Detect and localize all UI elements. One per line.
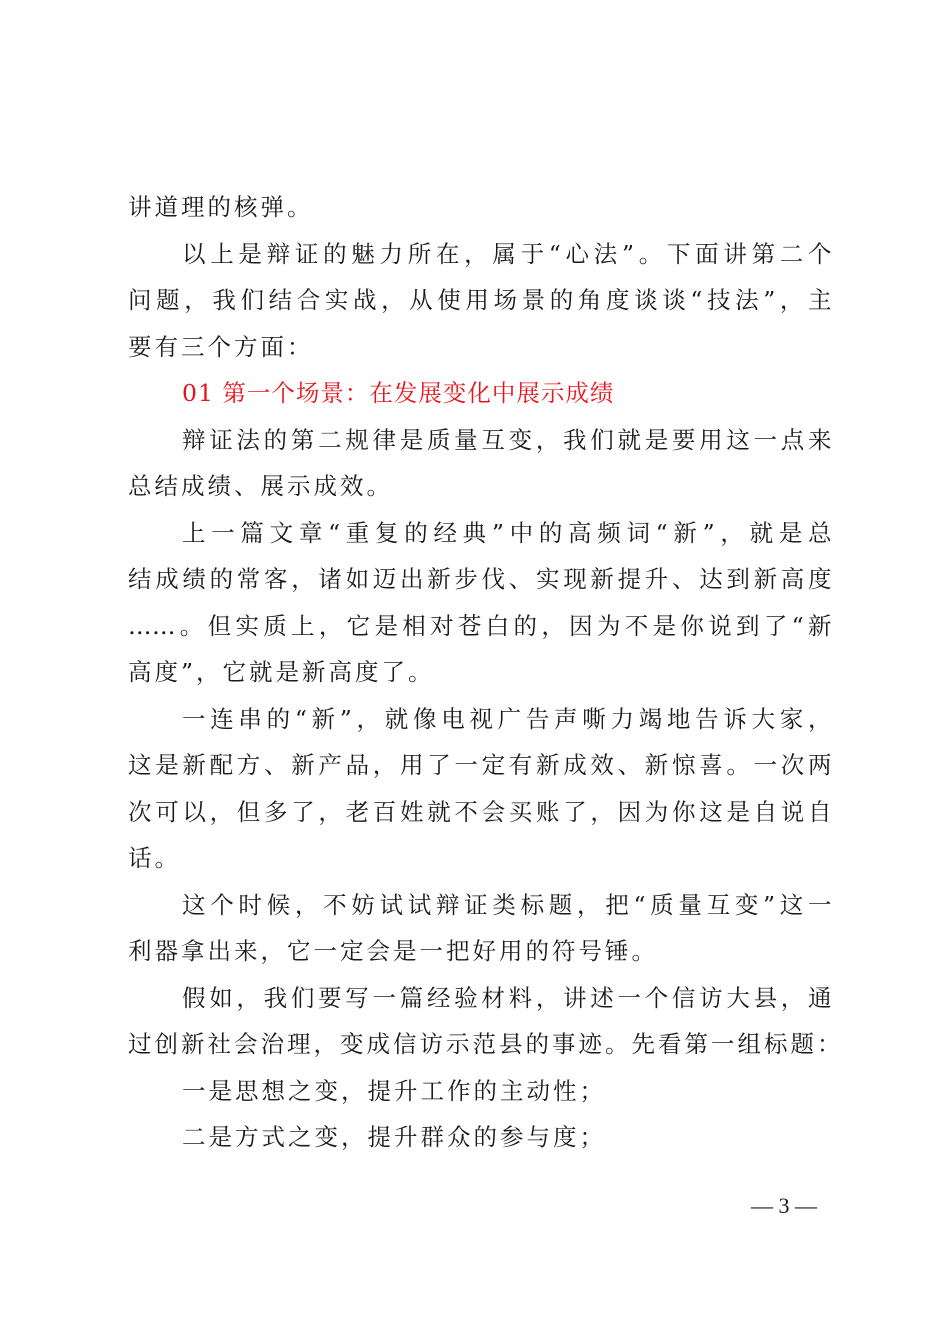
paragraph-line: 话。 (128, 844, 181, 872)
paragraph-line: 一连串的“新”，就像电视广告声嘶力竭地告诉大家， (182, 704, 832, 733)
paragraph-line: 结成绩的常客，诸如迈出新步伐、实现新提升、达到新高度 (128, 565, 832, 593)
paragraph-line: 上一篇文章“重复的经典”中的高频词“新”，就是总 (182, 518, 832, 547)
page-number: — 3 — (751, 1193, 817, 1218)
paragraph-line: 这是新配方、新产品，用了一定有新成效、新惊喜。一次两 (128, 751, 832, 779)
section-heading: 01 第一个场景：在发展变化中展示成绩 (182, 379, 615, 407)
paragraph-line: 这个时候，不妨试试辩证类标题，把“质量互变”这一 (182, 890, 832, 919)
paragraph-line: 过创新社会治理，变成信访示范县的事迹。先看第一组标题： (128, 1030, 844, 1058)
body-text (128, 184, 844, 1161)
paragraph-line: 高度”，它就是新高度了。 (128, 658, 435, 686)
paragraph-line: 辩证法的第二规律是质量互变，我们就是要用这一点来 (182, 425, 832, 454)
paragraph-line: 利器拿出来，它一定会是一把好用的符号锤。 (128, 937, 658, 965)
paragraph-line: 总结成绩、展示成效。 (128, 472, 393, 500)
paragraph-line: 次可以，但多了，老百姓就不会买账了，因为你这是自说自 (128, 797, 832, 826)
paragraph-line: 以上是辩证的魅力所在，属于“心法”。下面讲第二个 (182, 239, 832, 268)
list-item: 二是方式之变，提升群众的参与度； (182, 1123, 606, 1151)
paragraph-line: 假如，我们要写一篇经验材料，讲述一个信访大县，通 (182, 983, 832, 1012)
list-item: 一是思想之变，提升工作的主动性； (182, 1076, 606, 1105)
paragraph-line: 要有三个方面： (128, 332, 314, 361)
paragraph-line: 讲道理的核弹。 (128, 193, 314, 221)
paragraph-line: ……。但实质上，它是相对苍白的，因为不是你说到了“新 (128, 611, 832, 640)
paragraph-line: 问题，我们结合实战，从使用场景的角度谈谈“技法”，主 (128, 286, 832, 314)
